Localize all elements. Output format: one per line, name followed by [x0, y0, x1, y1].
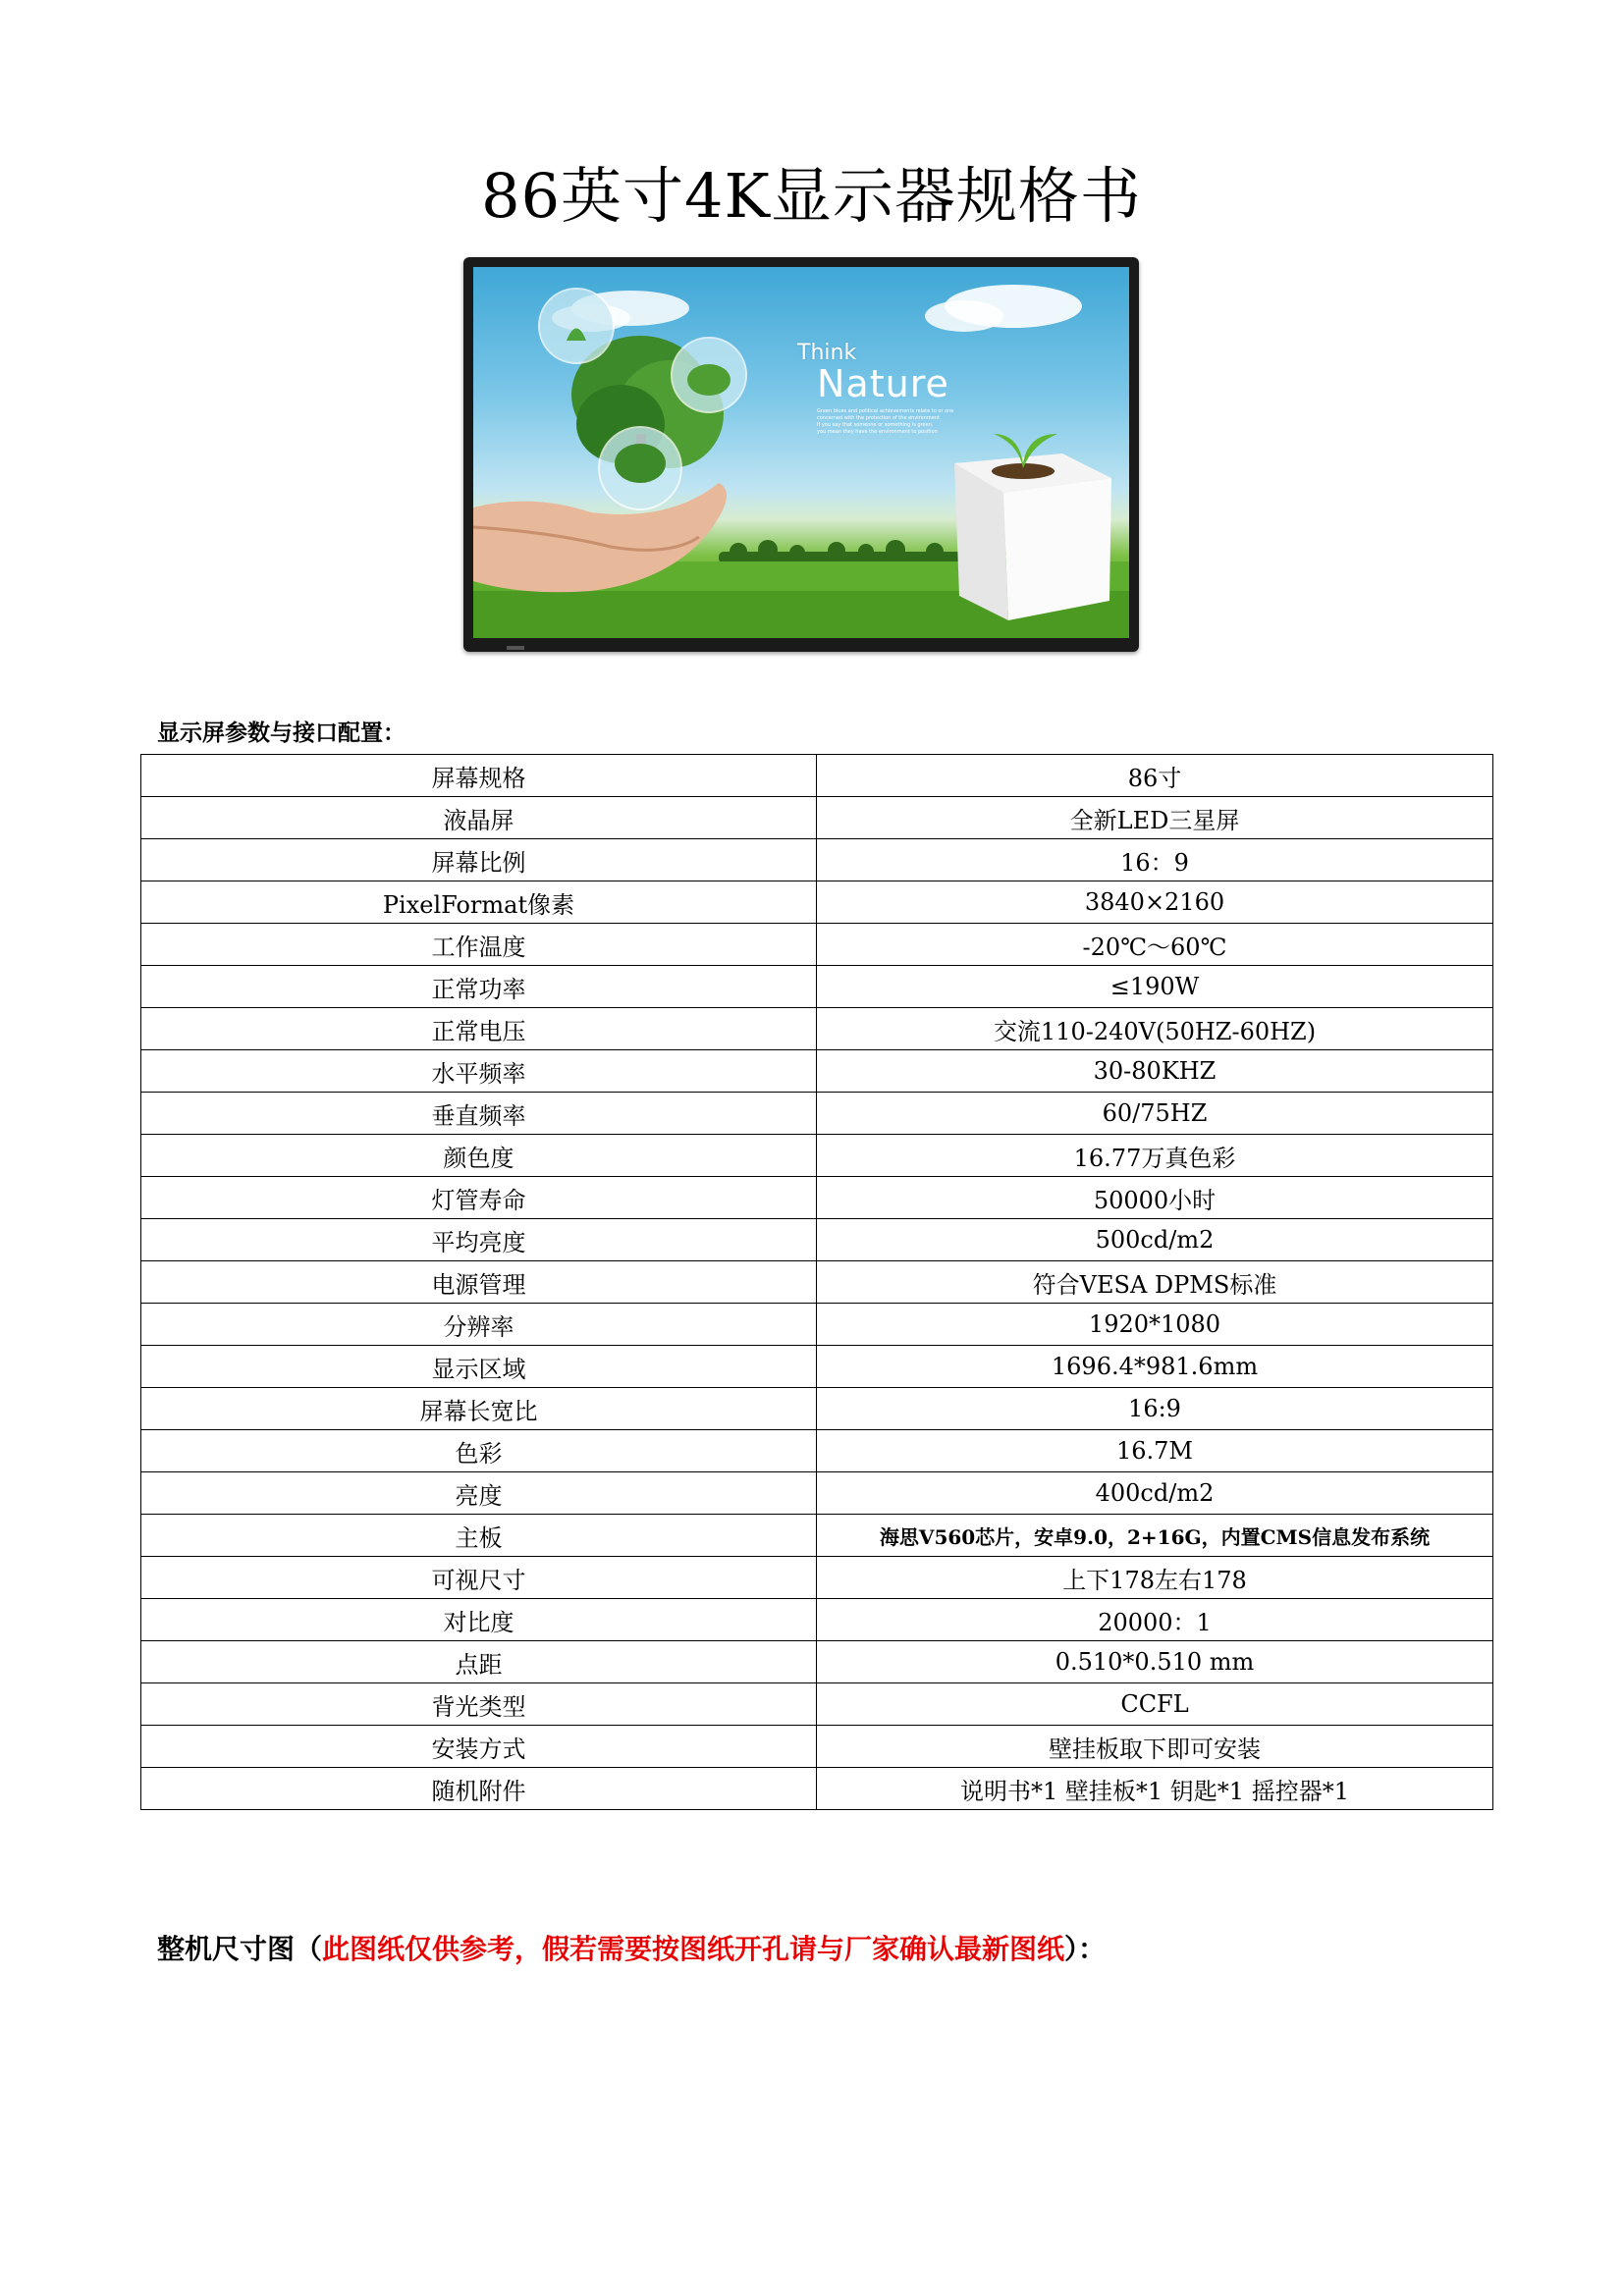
spec-label: 可视尺寸: [141, 1557, 817, 1599]
spec-label: 背光类型: [141, 1683, 817, 1726]
spec-value: 500cd/m2: [817, 1219, 1493, 1261]
spec-value: 400cd/m2: [817, 1472, 1493, 1515]
drawing-heading-note: 此图纸仅供参考，假若需要按图纸开孔请与厂家确认最新图纸: [322, 1933, 1065, 1965]
spec-label: 屏幕规格: [141, 755, 817, 797]
spec-label: 正常电压: [141, 1008, 817, 1050]
table-row: [141, 1599, 1493, 1641]
spec-value: 1920*1080: [817, 1304, 1493, 1346]
spec-value: 全新LED三星屏: [817, 797, 1493, 839]
monitor-logo: [507, 646, 524, 650]
spec-label: 屏幕长宽比: [141, 1388, 817, 1430]
spec-value: 60/75HZ: [817, 1093, 1493, 1135]
table-row: [141, 1768, 1493, 1810]
spec-value: 说明书*1 壁挂板*1 钥匙*1 摇控器*1: [817, 1768, 1493, 1810]
product-image-monitor: [463, 257, 1139, 652]
table-row: [141, 797, 1493, 839]
spec-label: 对比度: [141, 1599, 817, 1641]
screen-heading-small: Think: [797, 341, 857, 365]
table-row: [141, 1050, 1493, 1093]
table-row: [141, 1093, 1493, 1135]
spec-value: 符合VESA DPMS标准: [817, 1261, 1493, 1304]
document-title: 86英寸4K显示器规格书: [481, 160, 1142, 232]
table-row: [141, 1641, 1493, 1683]
spec-label: 垂直频率: [141, 1093, 817, 1135]
table-row: [141, 1304, 1493, 1346]
spec-value: 0.510*0.510 mm: [817, 1641, 1493, 1683]
table-row: [141, 1219, 1493, 1261]
spec-label: 屏幕比例: [141, 839, 817, 881]
spec-value: 30-80KHZ: [817, 1050, 1493, 1093]
drawing-heading-suffix: ）：: [1064, 1933, 1107, 1965]
table-row: [141, 881, 1493, 924]
table-row: [141, 1135, 1493, 1177]
screen-heading-large: Nature: [817, 362, 949, 405]
spec-value: 20000：1: [817, 1599, 1493, 1641]
table-row: [141, 839, 1493, 881]
monitor-screen: [473, 267, 1129, 638]
drawing-section-heading: [157, 1932, 1106, 1967]
spec-value: CCFL: [817, 1683, 1493, 1726]
spec-label: 电源管理: [141, 1261, 817, 1304]
screen-tagline-line: concerned with the protection of the environment: [817, 415, 940, 421]
table-row: [141, 924, 1493, 966]
spec-value: 上下178左右178: [817, 1557, 1493, 1599]
table-row: [141, 1472, 1493, 1515]
spec-value: -20℃～60℃: [817, 924, 1493, 966]
table-row: [141, 1515, 1493, 1557]
spec-value: 16.7M: [817, 1430, 1493, 1472]
spec-label: 灯管寿命: [141, 1177, 817, 1219]
spec-label: 分辨率: [141, 1304, 817, 1346]
spec-label: 主板: [141, 1515, 817, 1557]
spec-value: 海思V560芯片，安卓9.0，2+16G，内置CMS信息发布系统: [817, 1515, 1493, 1557]
spec-value: 1696.4*981.6mm: [817, 1346, 1493, 1388]
spec-value: 16：9: [817, 839, 1493, 881]
spec-value: 86寸: [817, 755, 1493, 797]
spec-value: 16:9: [817, 1388, 1493, 1430]
spec-value: 3840×2160: [817, 881, 1493, 924]
spec-value: 壁挂板取下即可安装: [817, 1726, 1493, 1768]
table-row: [141, 1177, 1493, 1219]
spec-label: 色彩: [141, 1430, 817, 1472]
spec-table: [140, 754, 1493, 1810]
spec-label: 安装方式: [141, 1726, 817, 1768]
spec-label: PixelFormat像素: [141, 881, 817, 924]
drawing-heading-prefix: 整机尺寸图（: [157, 1933, 323, 1965]
table-row: [141, 1557, 1493, 1599]
screen-tagline: [817, 408, 1033, 436]
table-row: [141, 1388, 1493, 1430]
spec-label: 点距: [141, 1641, 817, 1683]
spec-label: 工作温度: [141, 924, 817, 966]
spec-label: 液晶屏: [141, 797, 817, 839]
spec-value: 16.77万真色彩: [817, 1135, 1493, 1177]
table-row: [141, 1726, 1493, 1768]
table-row: [141, 1261, 1493, 1304]
table-row: [141, 1683, 1493, 1726]
spec-value: 交流110-240V(50HZ-60HZ): [817, 1008, 1493, 1050]
spec-label: 亮度: [141, 1472, 817, 1515]
spec-label: 显示区域: [141, 1346, 817, 1388]
spec-label: 正常功率: [141, 966, 817, 1008]
screen-tagline-line: you mean they have the environment to position: [817, 429, 938, 435]
screen-tagline-line: Green blues and political achievements relate to or one: [817, 408, 954, 414]
table-row: [141, 755, 1493, 797]
table-row: [141, 966, 1493, 1008]
spec-label: 平均亮度: [141, 1219, 817, 1261]
spec-value: ≤190W: [817, 966, 1493, 1008]
spec-label: 颜色度: [141, 1135, 817, 1177]
screen-tagline-line: If you say that someone or something is green,: [817, 422, 934, 428]
table-row: [141, 1346, 1493, 1388]
spec-value: 50000小时: [817, 1177, 1493, 1219]
table-row: [141, 1008, 1493, 1050]
nature-wallpaper-graphic: [473, 267, 1129, 638]
table-row: [141, 1430, 1493, 1472]
spec-label: 随机附件: [141, 1768, 817, 1810]
spec-section-heading: 显示屏参数与接口配置：: [157, 721, 406, 746]
spec-label: 水平频率: [141, 1050, 817, 1093]
